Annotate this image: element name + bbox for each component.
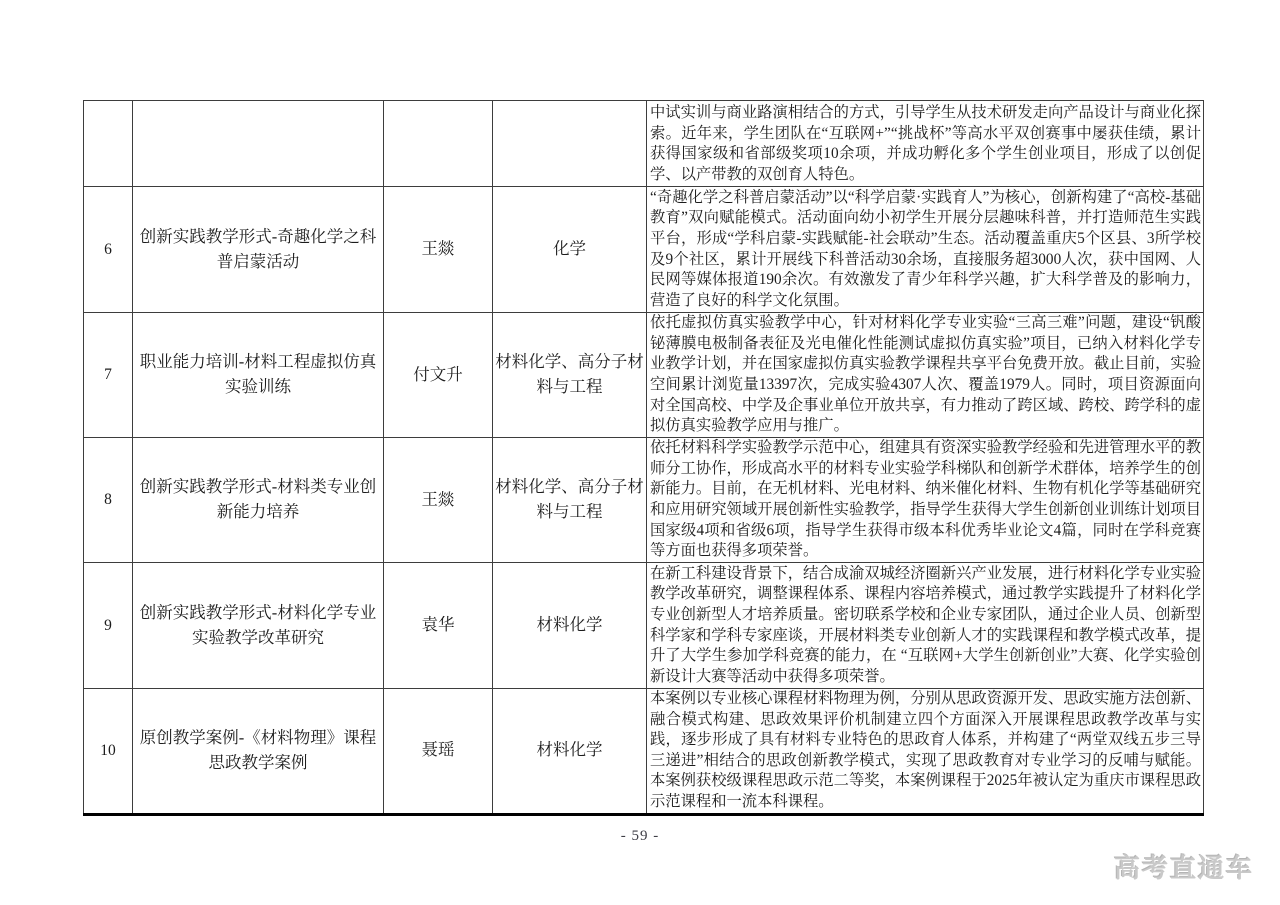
- row-number-cell: [84, 101, 133, 187]
- row-number-cell: 6: [84, 187, 133, 313]
- leader-name-cell: 付文升: [384, 313, 493, 438]
- major-cell: 材料化学: [493, 689, 647, 815]
- row-number-cell: 7: [84, 313, 133, 438]
- description-cell: 在新工科建设背景下，结合成渝双城经济圈新兴产业发展，进行材料化学专业实验教学改革研究，调整课程体系、课程内容培养模式，通过教学实践提升了材料化学专业创新型人才培养质量。密切联系学校和企业专家团队，通过企业人员、创新型科学家和学科专家座谈，开展材料类专业创新人才的实践课程和教学模式改革，提升了大学生参加学科竞赛的能力，在 “互联网+大学生创新创业”大赛、化学实验创新设计大赛等活动中获得多项荣誉。: [647, 563, 1204, 689]
- project-name-cell: 创新实践教学形式-材料化学专业实验教学改革研究: [133, 563, 384, 689]
- major-cell: 材料化学、高分子材料与工程: [493, 313, 647, 438]
- leader-name-cell: [384, 101, 493, 187]
- page-number: - 59 -: [620, 828, 660, 844]
- table-row: [84, 187, 1204, 313]
- leader-name-cell: 王燚: [384, 438, 493, 563]
- project-name-cell: 创新实践教学形式-材料类专业创新能力培养: [133, 438, 384, 563]
- project-name-cell: 原创教学案例-《材料物理》课程思政教学案例: [133, 689, 384, 815]
- major-cell: [493, 101, 647, 187]
- project-name-cell: 职业能力培训-材料工程虚拟仿真实验训练: [133, 313, 384, 438]
- table-row: [84, 689, 1204, 815]
- table-row: [84, 438, 1204, 563]
- project-name-cell: 创新实践教学形式-奇趣化学之科普启蒙活动: [133, 187, 384, 313]
- description-cell: “奇趣化学之科普启蒙活动”以“科学启蒙·实践育人”为核心，创新构建了“高校-基础教育”双向赋能模式。活动面向幼小初学生开展分层趣味科普，并打造师范生实践平台，形成“学科启蒙-实践赋能-社会联动”生态。活动覆盖重庆5个区县、3所学校及9个社区，累计开展线下科普活动30余场，直接服务超3000人次，获中国网、人民网等媒体报道190余次。有效激发了青少年科学兴趣，扩大科学普及的影响力，营造了良好的科学文化氛围。: [647, 187, 1204, 313]
- description-cell: 依托材料科学实验教学示范中心，组建具有资深实验教学经验和先进管理水平的教师分工协作，形成高水平的材料专业实验学科梯队和创新学术群体，培养学生的创新能力。目前，在无机材料、光电材料、纳米催化材料、生物有机化学等基础研究和应用研究领域开展创新性实验教学，指导学生获得大学生创新创业训练计划项目国家级4项和省级6项，指导学生获得市级本科优秀毕业论文4篇，同时在学科竞赛等方面也获得多项荣誉。: [647, 438, 1204, 563]
- teaching-cases-table: [83, 100, 1204, 816]
- major-cell: 化学: [493, 187, 647, 313]
- major-cell: 材料化学: [493, 563, 647, 689]
- leader-name-cell: 王燚: [384, 187, 493, 313]
- table-row: [84, 313, 1204, 438]
- row-number-cell: 8: [84, 438, 133, 563]
- leader-name-cell: 聂瑶: [384, 689, 493, 815]
- watermark-text: 高考直通车: [1113, 853, 1254, 883]
- row-number-cell: 10: [84, 689, 133, 815]
- row-number-cell: 9: [84, 563, 133, 689]
- project-name-cell: [133, 101, 384, 187]
- description-cell: 本案例以专业核心课程材料物理为例，分别从思政资源开发、思政实施方法创新、融合模式构建、思政效果评价机制建立四个方面深入开展课程思政教学改革与实践，逐步形成了具有材料专业特色的思政育人体系，并构建了“两堂双线五步三导三递进”相结合的思政创新教学模式，实现了思政教育对专业学习的反哺与赋能。本案例获校级课程思政示范二等奖，本案例课程于2025年被认定为重庆市课程思政示范课程和一流本科课程。: [647, 689, 1204, 815]
- leader-name-cell: 袁华: [384, 563, 493, 689]
- description-cell: 中试实训与商业路演相结合的方式，引导学生从技术研发走向产品设计与商业化探索。近年来，学生团队在“互联网+”“挑战杯”等高水平双创赛事中屡获佳绩，累计获得国家级和省部级奖项10余项，并成功孵化多个学生创业项目，形成了以创促学、以产带教的双创育人特色。: [647, 101, 1204, 187]
- description-cell: 依托虚拟仿真实验教学中心，针对材料化学专业实验“三高三难”问题，建设“钒酸铋薄膜电极制备表征及光电催化性能测试虚拟仿真实验”项目，已纳入材料化学专业教学计划，并在国家虚拟仿真实验教学课程共享平台免费开放。截止目前，实验空间累计浏览量13397次，完成实验4307人次、覆盖1979人。同时，项目资源面向对全国高校、中学及企事业单位开放共享，有力推动了跨区域、跨校、跨学科的虚拟仿真实验教学应用与推广。: [647, 313, 1204, 438]
- table-row-continuation: [84, 101, 1204, 187]
- major-cell: 材料化学、高分子材料与工程: [493, 438, 647, 563]
- table-row: [84, 563, 1204, 689]
